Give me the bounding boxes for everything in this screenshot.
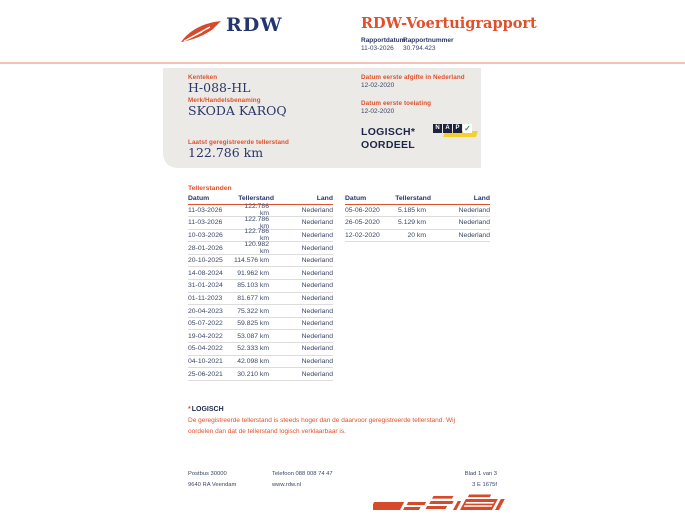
footer-page-indicator: Blad 1 van 3 (464, 471, 497, 477)
oordeel-line2: OORDEEL (361, 138, 416, 151)
nap-logo (433, 124, 481, 141)
table-cell: Nederland (301, 257, 333, 265)
eerste-afgifte-value: 12-02-2020 (361, 82, 395, 89)
table-cell: 05-07-2022 (188, 320, 223, 328)
table-cell: 52.333 km (237, 345, 269, 353)
table-cell: 14-08-2024 (188, 269, 223, 277)
table-row (345, 217, 490, 230)
table-cell: Nederland (301, 269, 333, 277)
table-cell: Nederland (458, 231, 490, 239)
eerste-toelating-value: 12-02-2020 (361, 108, 395, 115)
table-cell: 5.129 km (398, 219, 426, 227)
table-cell: Nederland (301, 370, 333, 378)
table-cell: 31-01-2024 (188, 282, 223, 290)
table-cell: 91.962 km (237, 269, 269, 277)
eerste-toelating-label: Datum eerste toelating (361, 100, 432, 107)
table-cell: 11-03-2026 (188, 206, 223, 214)
table-cell: 85.103 km (237, 282, 269, 290)
table-body (188, 205, 333, 381)
table-row (188, 242, 333, 255)
oordeel-text (361, 126, 415, 151)
table-cell: 04-10-2021 (188, 357, 223, 365)
table-cell: 01-11-2023 (188, 294, 223, 302)
table-row (188, 280, 333, 293)
footer-address-line1: Postbus 30000 (188, 471, 227, 477)
table-row (188, 368, 333, 381)
rapportnummer-label: Rapportnummer (403, 37, 454, 44)
col-header-datum: Datum (345, 195, 367, 202)
footer-address-line2: 9640 RA Veendam (188, 481, 237, 488)
table-cell: Nederland (301, 294, 333, 302)
table-row (188, 267, 333, 280)
header-divider (0, 62, 685, 64)
table-row (188, 356, 333, 369)
kenteken-label: Kenteken (188, 74, 218, 81)
footer-website: www.rdw.nl (272, 481, 301, 488)
footer-contact (272, 469, 333, 490)
tellerstanden-heading: Tellerstanden (188, 185, 232, 192)
footnote-heading (188, 406, 224, 413)
table-cell: 122.786 km (244, 203, 269, 218)
footer-address (188, 469, 236, 490)
merk-value: SKODA KAROQ (188, 103, 287, 118)
table-cell: Nederland (301, 206, 333, 214)
table-cell: 122.786 km (244, 215, 269, 230)
table-cell: 75.322 km (237, 307, 269, 315)
footnote-star: * (188, 406, 191, 413)
table-cell: Nederland (301, 307, 333, 315)
table-cell: Nederland (301, 332, 333, 340)
table-cell: 5.185 km (398, 206, 426, 214)
col-header-land: Land (473, 195, 490, 202)
table-cell: 53.087 km (237, 332, 269, 340)
table-cell: 20-04-2023 (188, 307, 223, 315)
table-cell: 59.825 km (237, 320, 269, 328)
table-cell: Nederland (301, 320, 333, 328)
table-cell: 42.098 km (237, 357, 269, 365)
table-row (188, 318, 333, 331)
table-row (188, 293, 333, 306)
table-cell: Nederland (301, 244, 333, 252)
table-cell: Nederland (458, 219, 490, 227)
merk-label: Merk/Handelsbenaming (188, 97, 261, 104)
col-header-tellerstand: Tellerstand (238, 195, 274, 202)
table-cell: 120.982 km (244, 241, 269, 256)
col-header-tellerstand: Tellerstand (395, 195, 431, 202)
table-cell: 11-03-2026 (188, 219, 223, 227)
table-row (188, 305, 333, 318)
table-cell: 20 km (407, 231, 426, 239)
nap-check-icon: ✓ (464, 124, 471, 133)
table-cell: 10-03-2026 (188, 231, 223, 239)
table-cell: 26-05-2020 (345, 219, 380, 227)
table-cell: 05-06-2020 (345, 206, 380, 214)
table-cell: Nederland (301, 345, 333, 353)
wing-graphic-icon (373, 493, 533, 512)
kenteken-value: H-088-HL (188, 80, 251, 95)
col-header-land: Land (316, 195, 333, 202)
table-cell: 114.576 km (234, 257, 270, 265)
table-cell: Nederland (301, 282, 333, 290)
footnote-heading-text: LOGISCH (191, 406, 224, 413)
table-cell: Nederland (458, 206, 490, 214)
table-row (345, 230, 490, 243)
table-row (188, 255, 333, 268)
table-cell: Nederland (301, 219, 333, 227)
nap-letter-box: A (443, 124, 452, 133)
footnote-body: De geregistreerde tellerstand is steeds hoger dan de daarvoor geregistreerde tellerstand. Wij oordelen dan dat de tellerstand logisch verklaarbaar is. (188, 417, 456, 435)
rapportdatum-value: 11-03-2026 (361, 45, 394, 52)
table-cell: 12-02-2020 (345, 231, 380, 239)
table-cell: 20-10-2025 (188, 257, 223, 265)
table-cell: Nederland (301, 231, 333, 239)
rdw-logo-text: RDW (226, 14, 283, 36)
table-cell: 05-04-2022 (188, 345, 223, 353)
table-header-row (345, 194, 490, 205)
oordeel-line1: LOGISCH* (361, 126, 416, 138)
col-header-datum: Datum (188, 195, 210, 202)
table-row (188, 343, 333, 356)
table-cell: 19-04-2022 (188, 332, 223, 340)
footer-phone: Telefoon 088 008 74 47 (272, 471, 333, 477)
laatste-tellerstand-label: Laatst geregistreerde tellerstand (188, 139, 289, 146)
laatste-tellerstand-value: 122.786 km (188, 145, 264, 160)
table-cell: 81.677 km (237, 294, 269, 302)
rdw-logo-icon (180, 19, 222, 44)
tellerstanden-table-left (188, 194, 333, 381)
table-body (345, 205, 490, 243)
nap-letter-box: P (453, 124, 462, 133)
report-title: RDW-Voertuigrapport (361, 15, 537, 32)
rapportdatum-label: Rapportdatum (361, 37, 406, 44)
rapportnummer-value: 30.794.423 (403, 45, 436, 52)
eerste-afgifte-label: Datum eerste afgifte in Nederland (361, 74, 465, 81)
table-cell: 30.210 km (237, 370, 269, 378)
table-cell: 28-01-2026 (188, 244, 223, 252)
table-cell: Nederland (301, 357, 333, 365)
table-cell: 122.786 km (244, 228, 269, 243)
tellerstanden-table-right (345, 194, 490, 242)
footer-form-code: 3 E 1675f (472, 481, 497, 488)
table-row (188, 330, 333, 343)
footer-page-block (465, 469, 497, 490)
nap-letter-box: N (433, 124, 442, 133)
table-cell: 25-06-2021 (188, 370, 223, 378)
table-row (345, 205, 490, 218)
